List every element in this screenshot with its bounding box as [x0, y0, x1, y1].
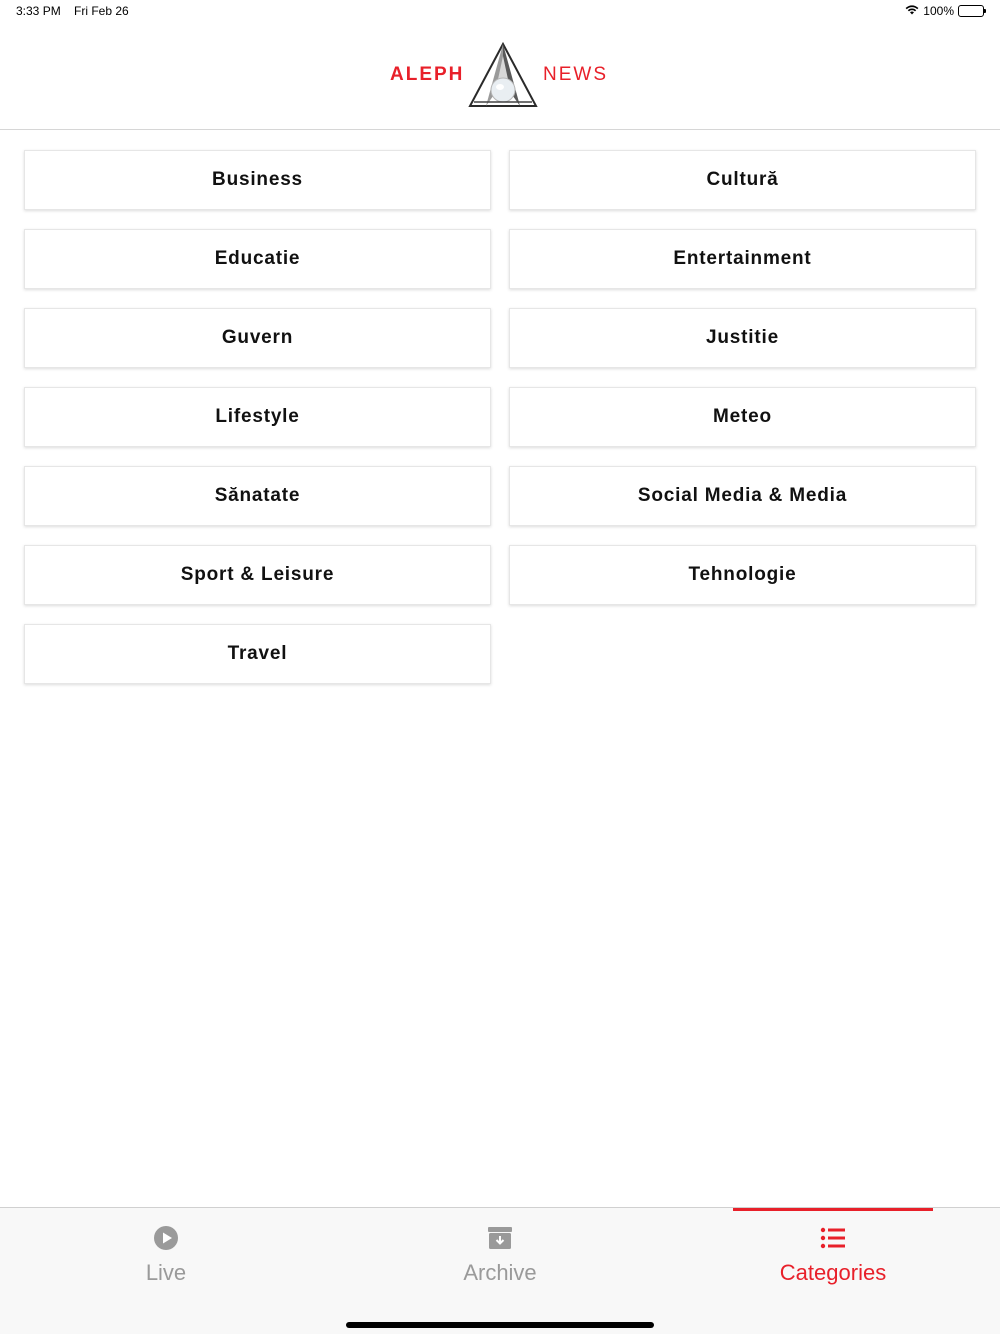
tab-archive[interactable]: [400, 1208, 600, 1308]
category-button-travel[interactable]: Travel: [24, 624, 491, 684]
tab-live[interactable]: [66, 1208, 266, 1308]
app-header: [0, 24, 1000, 130]
category-button-sanatate[interactable]: Sănatate: [24, 466, 491, 526]
tab-categories-label: Categories: [779, 1260, 887, 1285]
category-button-business[interactable]: Business: [24, 150, 491, 210]
category-button-cultura[interactable]: Cultură: [509, 150, 976, 210]
home-indicator[interactable]: [346, 1322, 654, 1328]
status-time: 3:33 PM: [16, 4, 61, 18]
tab-live-label: Live: [145, 1260, 187, 1285]
category-button-educatie[interactable]: Educatie: [24, 229, 491, 289]
logo-text-aleph: ALEPH: [390, 64, 465, 85]
category-button-meteo[interactable]: Meteo: [509, 387, 976, 447]
status-bar: [0, 0, 1000, 24]
category-button-sport-leisure[interactable]: Sport & Leisure: [24, 545, 491, 605]
category-button-social-media[interactable]: Social Media & Media: [509, 466, 976, 526]
play-circle-icon: [152, 1224, 180, 1252]
battery-percent: 100%: [923, 4, 954, 18]
wifi-icon: [905, 4, 919, 18]
status-date: Fri Feb 26: [74, 4, 129, 18]
archive-icon: [486, 1224, 514, 1252]
category-button-justitie[interactable]: Justitie: [509, 308, 976, 368]
bottom-tab-bar: [0, 1207, 1000, 1334]
tab-categories[interactable]: [733, 1208, 933, 1308]
category-button-entertainment[interactable]: Entertainment: [509, 229, 976, 289]
aleph-news-logo: [390, 42, 610, 108]
aleph-triangle-logo-icon: [466, 42, 540, 108]
category-button-guvern[interactable]: Guvern: [24, 308, 491, 368]
tab-archive-label: Archive: [463, 1260, 537, 1285]
battery-icon: [958, 5, 984, 17]
category-button-tehnologie[interactable]: Tehnologie: [509, 545, 976, 605]
category-button-lifestyle[interactable]: Lifestyle: [24, 387, 491, 447]
logo-text-news: NEWS: [543, 64, 608, 85]
status-indicators: [905, 4, 984, 18]
list-icon: [819, 1224, 847, 1252]
